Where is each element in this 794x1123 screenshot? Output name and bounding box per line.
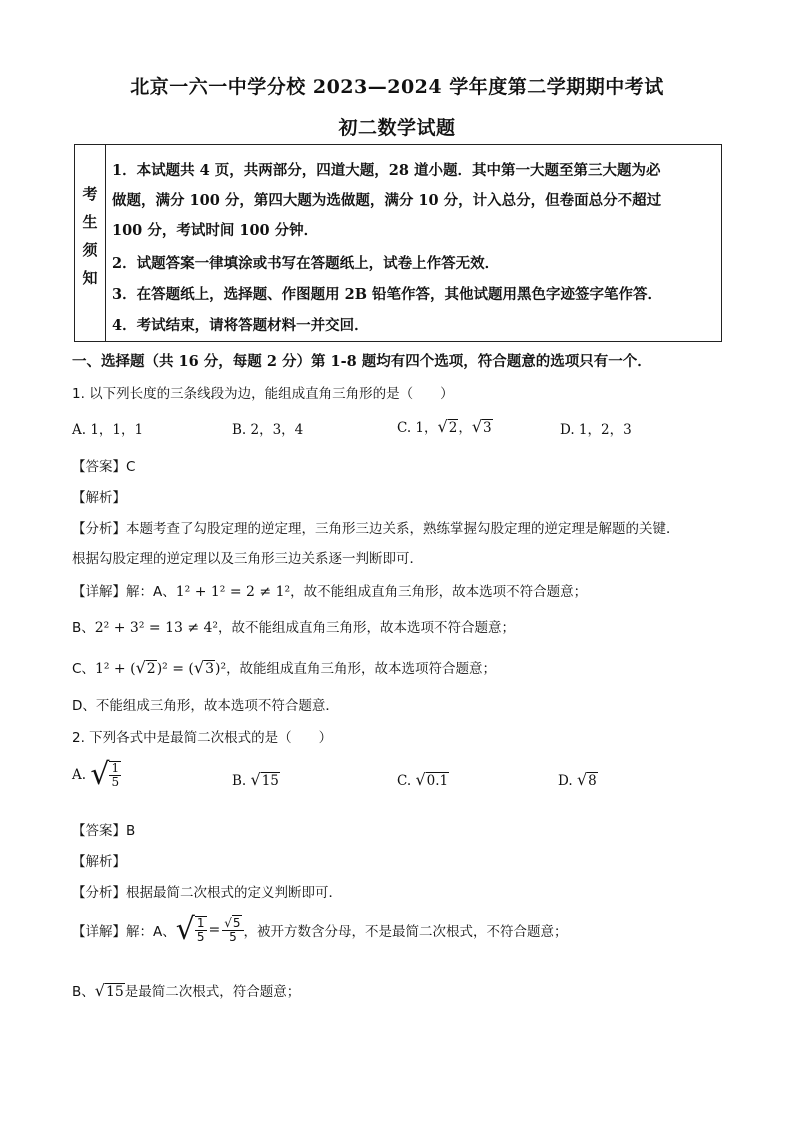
denominator: 5	[229, 929, 237, 944]
denominator: 5	[111, 775, 120, 789]
option-b: B. 2，3，4	[232, 422, 304, 438]
radicand: 3	[483, 420, 492, 436]
exam-subtitle: 初二数学试题	[338, 117, 456, 139]
option-c-sep: ，	[458, 420, 472, 436]
option-a	[72, 757, 121, 792]
math-part: )² = (	[156, 661, 194, 677]
answer-label: 【答案】B	[72, 823, 136, 839]
notice-line: 4．考试结束，请将答题材料一并交回．	[112, 317, 369, 334]
option-d: D. 1，2，3	[560, 422, 632, 438]
math-expression	[94, 658, 227, 677]
detail-line-c	[72, 657, 496, 677]
math-expression: 2² + 3² = 13 ≠ 4²	[94, 620, 219, 636]
notice-side-label	[75, 145, 106, 341]
detail-text: 是最简二次根式，符合题意；	[124, 984, 301, 1000]
option-c	[397, 770, 449, 789]
notice-line: 1．本试题共 4 页，共两部分，四道大题，28 道小题．其中第一大题至第三大题为必	[112, 162, 661, 179]
detail-line-b	[72, 980, 300, 1000]
analysis-label: 【解析】	[72, 854, 126, 870]
section-heading: 一、选择题（共 16 分，每题 2 分）第 1-8 题均有四个选项，符合题意的选项只有一个．	[72, 353, 652, 370]
detail-text: ，故不能组成直角三角形，故本选项不符合题意；	[290, 584, 588, 600]
notice-line: 做题，满分 100 分，第四大题为选做题，满分 10 分，计入总分，但卷面总分不超过	[112, 192, 662, 209]
notice-box	[74, 144, 722, 342]
option-label: C.	[397, 773, 412, 789]
sqrt-expression: √3	[193, 658, 214, 677]
analysis-text: 【分析】根据最简二次根式的定义判断即可．	[72, 885, 342, 901]
radicand: 2	[146, 661, 156, 677]
sqrt-expression: √8	[576, 770, 597, 789]
detail-line-a	[72, 912, 568, 947]
analysis-text: 根据勾股定理的逆定理以及三角形三边关系逐一判断即可．	[72, 551, 423, 567]
notice-line: 100 分，考试时间 100 分钟．	[112, 222, 319, 239]
sqrt-expression: √15	[250, 770, 279, 789]
option-label: A.	[72, 767, 87, 783]
detail-text: ，被开方数含分母，不是最简二次根式，不符合题意；	[243, 924, 568, 940]
detail-prefix: C、	[72, 661, 95, 677]
radicand: 15	[105, 984, 124, 1000]
analysis-label: 【解析】	[72, 490, 126, 506]
option-c	[397, 416, 493, 436]
option-c-prefix: C. 1，	[397, 420, 438, 436]
radicand: 8	[588, 773, 597, 789]
option-label: B.	[232, 773, 247, 789]
sqrt-expression: √3	[471, 417, 492, 436]
detail-text: ，故能组成直角三角形，故本选项符合题意；	[226, 661, 497, 677]
sqrt-expression: √2	[437, 417, 458, 436]
math-part: )²	[214, 661, 227, 677]
detail-text: ，故不能组成直角三角形，故本选项不符合题意；	[218, 620, 516, 636]
detail-prefix: B、	[72, 620, 95, 636]
radicand: 15	[261, 773, 279, 789]
fraction	[222, 917, 243, 944]
option-a: A. 1，1，1	[72, 422, 144, 438]
notice-line: 3．在答题纸上，选择题、作图题用 2B 铅笔作答，其他试题用黑色字迹签字笔作答．	[112, 286, 663, 303]
detail-prefix: 【详解】解：A、	[72, 584, 176, 600]
analysis-text: 【分析】本题考查了勾股定理的逆定理，三角形三边关系，熟练掌握勾股定理的逆定理是解题的关键．	[72, 521, 680, 537]
option-d	[558, 770, 598, 789]
math-expression: 1² + 1² = 2 ≠ 1²	[175, 584, 291, 600]
radicand: 0.1	[426, 773, 449, 789]
sqrt-expression: √2	[135, 658, 156, 677]
math-part: 1² + (	[94, 661, 136, 677]
detail-line-a	[72, 580, 587, 600]
notice-side-char: 考	[82, 185, 98, 203]
option-b	[232, 770, 280, 789]
detail-prefix: B、	[72, 984, 95, 1000]
detail-prefix: 【详解】解：A、	[72, 924, 176, 940]
notice-line: 2．试题答案一律填涂或书写在答题纸上，试卷上作答无效．	[112, 255, 500, 272]
sqrt-expression: √0.1	[415, 770, 449, 789]
exam-title: 北京一六一中学分校 2023—2024 学年度第二学期期中考试	[130, 76, 664, 98]
sqrt-fraction: √ $\frac{1}{5}$	[175, 912, 205, 947]
denominator: 5	[196, 930, 205, 944]
option-label: D.	[558, 773, 573, 789]
question-stem: 2. 下列各式中是最简二次根式的是（ ）	[72, 730, 333, 746]
numerator: 1	[196, 916, 205, 930]
answer-label: 【答案】C	[72, 459, 136, 475]
radicand: 2	[448, 420, 458, 436]
detail-line-b	[72, 616, 515, 636]
radicand: 3	[205, 661, 214, 677]
notice-side-char: 知	[82, 269, 98, 287]
notice-side-char: 须	[82, 241, 98, 259]
detail-line-d: D、不能组成三角形，故本选项不符合题意．	[72, 698, 339, 714]
numerator: 1	[111, 761, 120, 775]
sqrt-fraction: √ $\frac{1}{5}$	[90, 757, 120, 792]
radicand: 5	[232, 915, 241, 930]
equals-sign: =	[208, 922, 221, 938]
notice-side-char: 生	[82, 213, 98, 231]
sqrt-expression: √5	[224, 915, 241, 930]
question-stem: 1. 以下列长度的三条线段为边，能组成直角三角形的是（ ）	[72, 386, 454, 402]
sqrt-expression: √15	[94, 981, 124, 1000]
